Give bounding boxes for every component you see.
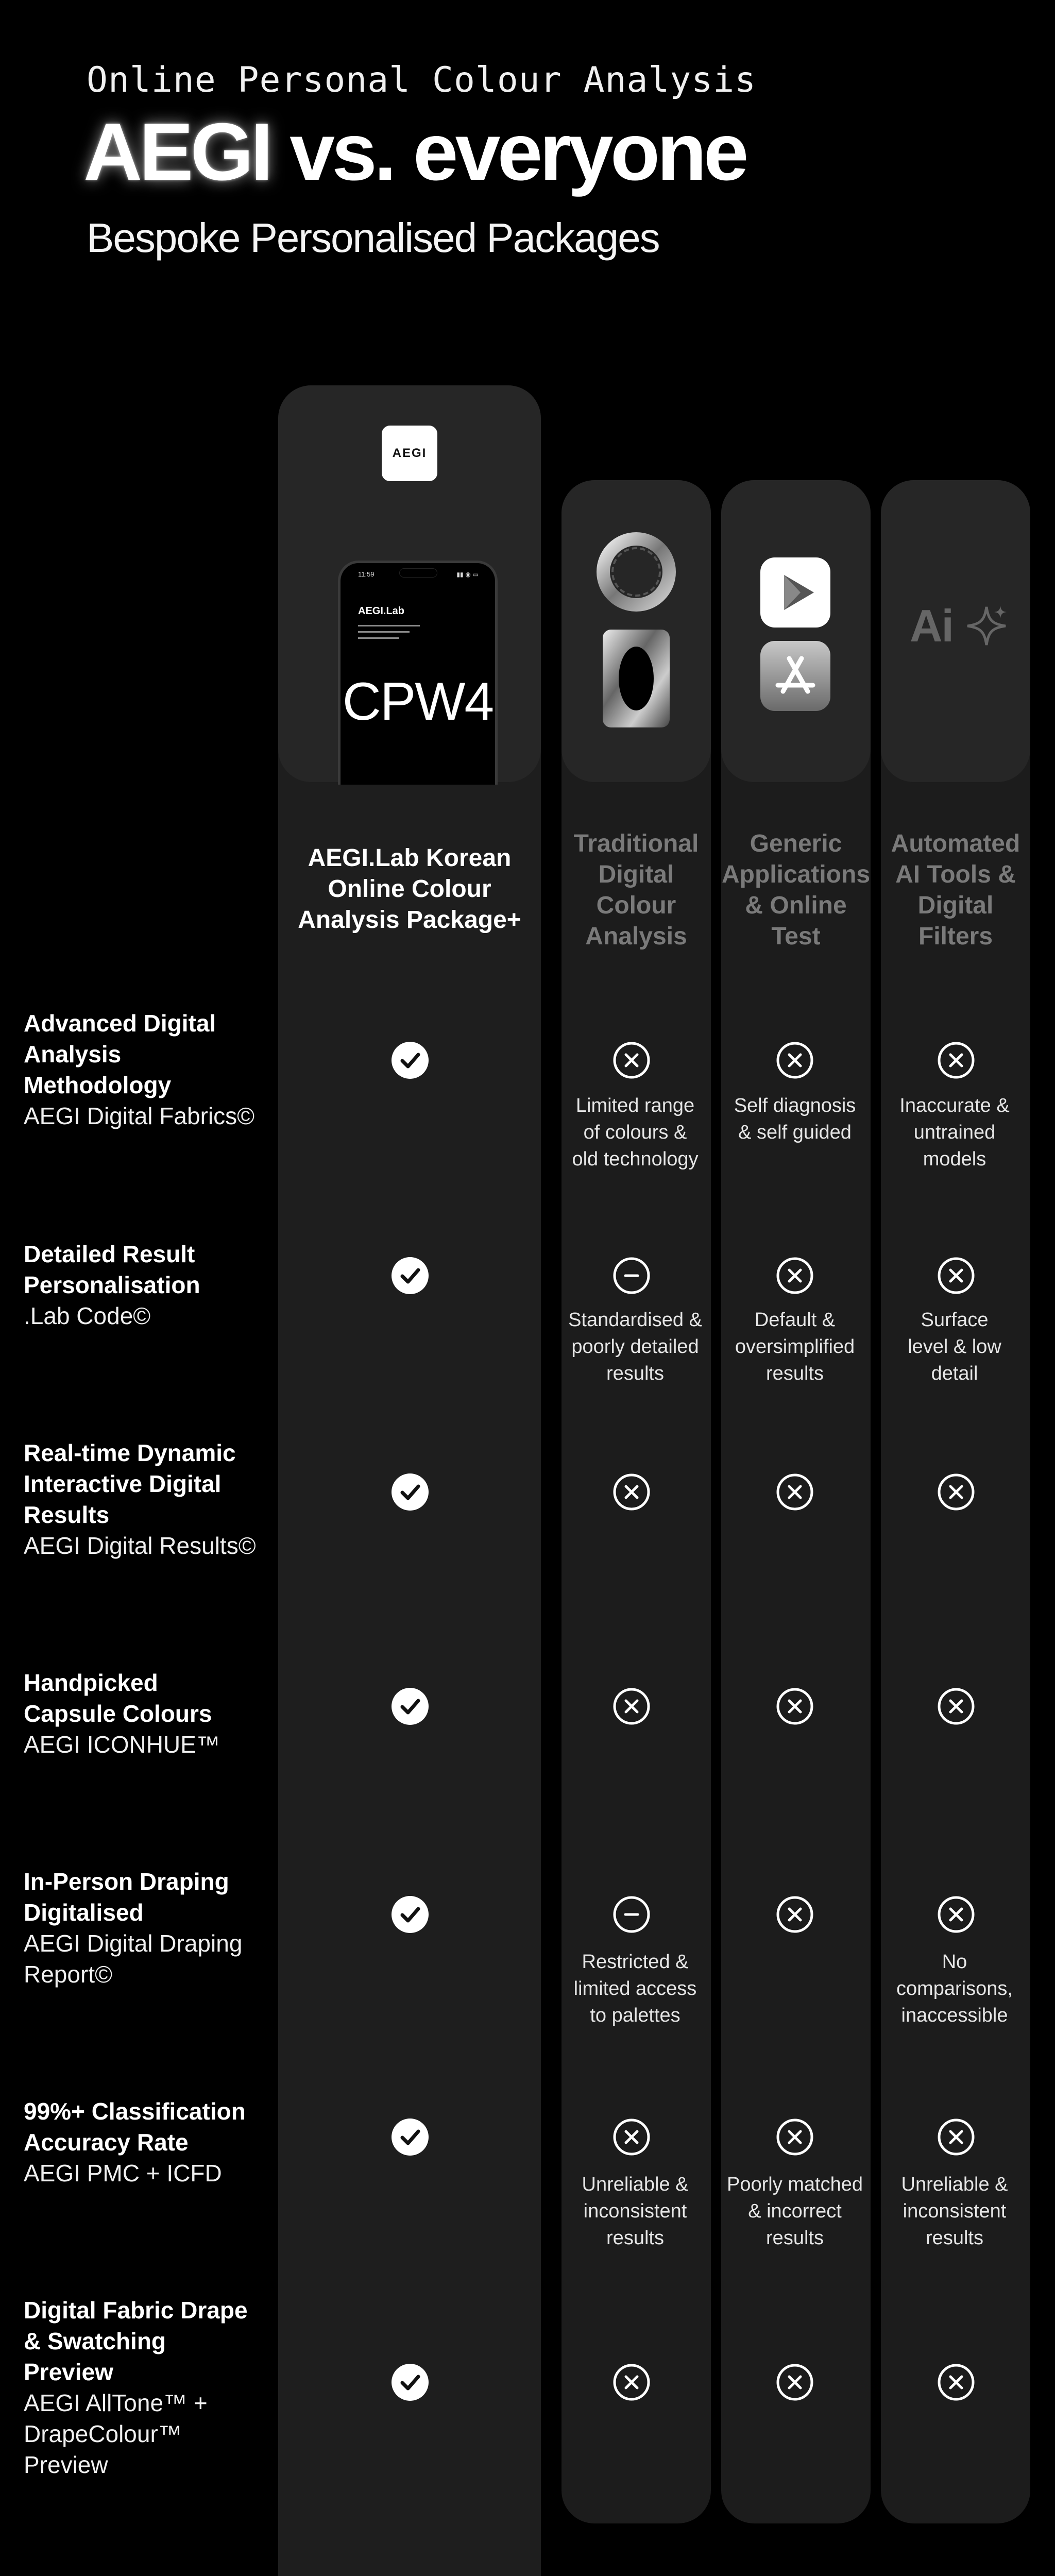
play-store-icon <box>760 557 830 628</box>
phone-code: CPW4 <box>342 672 494 732</box>
feature-name: Capsule Colours <box>24 1700 212 1727</box>
note-line: Poorly matched <box>726 2174 863 2195</box>
cross-icon <box>937 1041 975 1079</box>
note-line: level & low <box>908 1336 1001 1358</box>
column-name-line: Filters <box>918 923 993 950</box>
note-line: Unreliable & <box>582 2174 689 2195</box>
title-brand: AEGI <box>83 107 270 197</box>
phone-line <box>358 637 399 639</box>
row-note <box>885 1307 1024 1387</box>
note-line: Default & <box>754 1309 836 1331</box>
feature-subtitle: AEGI AllTone™ + <box>24 2389 208 2416</box>
cross-icon <box>776 2363 814 2401</box>
check-icon <box>391 1473 429 1511</box>
cross-icon <box>776 1041 814 1079</box>
feature-row-label <box>24 2096 266 2189</box>
note-line: old technology <box>572 1148 699 1170</box>
note-line: Restricted & <box>582 1951 689 1973</box>
column-name-line: Generic <box>750 830 842 857</box>
column-name-line: & Online <box>745 892 847 919</box>
minus-icon <box>612 1895 651 1934</box>
note-line: detail <box>931 1363 978 1384</box>
phone-mockup <box>338 561 498 785</box>
row-note <box>725 2171 864 2251</box>
column-ai-name <box>881 828 1030 952</box>
feature-name: & Swatching <box>24 2328 166 2354</box>
cross-icon <box>937 1473 975 1511</box>
cross-icon <box>612 2363 651 2401</box>
cross-icon <box>937 1257 975 1295</box>
column-name-line: Applications <box>721 861 871 888</box>
note-line: inconsistent <box>583 2200 687 2222</box>
column-ai-header <box>881 480 1030 782</box>
check-icon <box>391 1257 429 1295</box>
check-icon <box>391 1687 429 1725</box>
note-line: & incorrect <box>748 2200 842 2222</box>
cross-icon <box>612 1687 651 1725</box>
column-name-line: Analysis Package+ <box>298 906 521 934</box>
row-note <box>566 2171 705 2251</box>
row-note <box>566 1092 705 1173</box>
feature-row-label <box>24 1866 266 1990</box>
cross-icon <box>776 1895 814 1934</box>
cross-icon <box>612 1041 651 1079</box>
check-icon <box>391 1895 429 1934</box>
aegi-logo: AEGI <box>382 426 437 481</box>
note-line: poorly detailed <box>571 1336 699 1358</box>
note-line: oversimplified <box>735 1336 855 1358</box>
feature-subtitle: AEGI Digital Results© <box>24 1532 256 1559</box>
cross-icon <box>776 2118 814 2156</box>
column-aegi-header <box>278 385 541 782</box>
eyebrow-text: Online Personal Colour Analysis <box>87 60 757 100</box>
column-name-line: Digital <box>598 861 674 888</box>
cross-icon <box>776 1473 814 1511</box>
feature-name: Analysis <box>24 1041 122 1067</box>
column-name-line: Colour <box>596 892 676 919</box>
page-subtitle: Bespoke Personalised Packages <box>87 215 659 261</box>
sparkle-icon <box>963 603 1010 649</box>
check-icon <box>391 2118 429 2156</box>
feature-name: Personalisation <box>24 1272 200 1298</box>
feature-subtitle: DrapeColour™ <box>24 2420 182 2447</box>
feature-name: Digital Fabric Drape <box>24 2297 248 2324</box>
feature-name: Methodology <box>24 1072 172 1098</box>
note-line: results <box>606 1363 664 1384</box>
feature-subtitle: AEGI ICONHUE™ <box>24 1731 220 1758</box>
column-name-line: Digital <box>917 892 994 919</box>
column-apps-header <box>721 480 871 782</box>
column-traditional-header <box>561 480 711 782</box>
feature-subtitle: AEGI Digital Fabrics© <box>24 1103 255 1129</box>
phone-signal-icon: ▮▮ ◉ ▭ <box>456 571 479 578</box>
page-title <box>83 107 746 197</box>
column-traditional-name <box>561 828 711 952</box>
ai-icon-text: Ai <box>910 600 953 651</box>
phone-notch <box>399 568 437 578</box>
note-line: Limited range <box>575 1095 695 1116</box>
note-line: inconsistent <box>903 2200 1007 2222</box>
note-line: Self diagnosis <box>734 1095 856 1116</box>
check-icon <box>391 1041 429 1079</box>
row-note <box>885 2171 1024 2251</box>
column-name-line: AEGI.Lab Korean <box>308 844 512 872</box>
note-line: Surface <box>921 1309 989 1331</box>
feature-row-label <box>24 1667 266 1760</box>
note-line: results <box>766 1363 824 1384</box>
app-store-icon <box>760 641 830 711</box>
row-note <box>725 1092 864 1146</box>
cross-icon <box>776 1257 814 1295</box>
row-note <box>725 1307 864 1387</box>
note-line: results <box>606 2227 664 2249</box>
feature-subtitle: AEGI Digital Draping <box>24 1930 243 1957</box>
column-aegi-name <box>278 843 541 936</box>
phone-time: 11:59 <box>358 570 375 578</box>
note-line: Unreliable & <box>901 2174 1008 2195</box>
column-name-line: Traditional <box>573 830 699 857</box>
feature-name: Real-time Dynamic <box>24 1439 236 1466</box>
note-line: limited access <box>573 1978 697 1999</box>
feature-subtitle: .Lab Code© <box>24 1302 151 1329</box>
note-line: to palettes <box>590 2005 680 2026</box>
title-rest: vs. everyone <box>270 107 746 197</box>
cross-icon <box>612 1473 651 1511</box>
column-name-line: Test <box>771 923 821 950</box>
column-name-line: Automated <box>891 830 1020 857</box>
cross-icon <box>937 2118 975 2156</box>
column-name-line: Analysis <box>585 923 687 950</box>
feature-name: Detailed Result <box>24 1241 195 1267</box>
column-name-line: Online Colour <box>328 875 491 903</box>
feature-name: Results <box>24 1501 110 1528</box>
feature-subtitle: AEGI PMC + ICFD <box>24 2160 222 2187</box>
phone-brand: AEGI.Lab <box>358 605 405 617</box>
feature-subtitle: Report© <box>24 1961 112 1988</box>
feature-row-label <box>24 1437 266 1561</box>
feature-name: Advanced Digital <box>24 1010 216 1037</box>
colour-wheel-icon <box>595 531 677 613</box>
feature-name: Accuracy Rate <box>24 2129 189 2156</box>
cross-icon <box>612 2118 651 2156</box>
feature-name: Handpicked <box>24 1669 158 1696</box>
cross-icon <box>937 1895 975 1934</box>
column-name-line: AI Tools & <box>895 861 1016 888</box>
note-line: & self guided <box>738 1122 852 1143</box>
feature-name: Preview <box>24 2359 113 2385</box>
drape-icon <box>603 630 670 727</box>
cross-icon <box>776 1687 814 1725</box>
feature-name: Digitalised <box>24 1899 144 1926</box>
feature-row-label <box>24 1239 266 1331</box>
note-line: No <box>942 1951 967 1973</box>
row-note <box>885 1092 1024 1173</box>
feature-name: Interactive Digital <box>24 1470 222 1497</box>
row-note <box>885 1948 1024 2029</box>
phone-line <box>358 625 420 626</box>
cross-icon <box>937 1687 975 1725</box>
note-line: results <box>766 2227 824 2249</box>
feature-name: 99%+ Classification <box>24 2098 246 2125</box>
feature-row-label <box>24 1008 266 1131</box>
feature-row-label <box>24 2295 266 2480</box>
phone-line <box>358 631 410 633</box>
note-line: Standardised & <box>568 1309 702 1331</box>
note-line: models <box>923 1148 986 1170</box>
column-apps-name <box>721 828 871 952</box>
row-note <box>566 1307 705 1387</box>
note-line: results <box>926 2227 983 2249</box>
feature-name: In-Person Draping <box>24 1868 229 1895</box>
feature-subtitle: Preview <box>24 2451 108 2478</box>
note-line: inaccessible <box>901 2005 1008 2026</box>
minus-icon <box>612 1257 651 1295</box>
note-line: of colours & <box>583 1122 687 1143</box>
note-line: untrained <box>913 1122 996 1143</box>
check-icon <box>391 2363 429 2401</box>
row-note <box>566 1948 705 2029</box>
note-line: Inaccurate & <box>899 1095 1010 1116</box>
cross-icon <box>937 2363 975 2401</box>
note-line: comparisons, <box>896 1978 1013 1999</box>
